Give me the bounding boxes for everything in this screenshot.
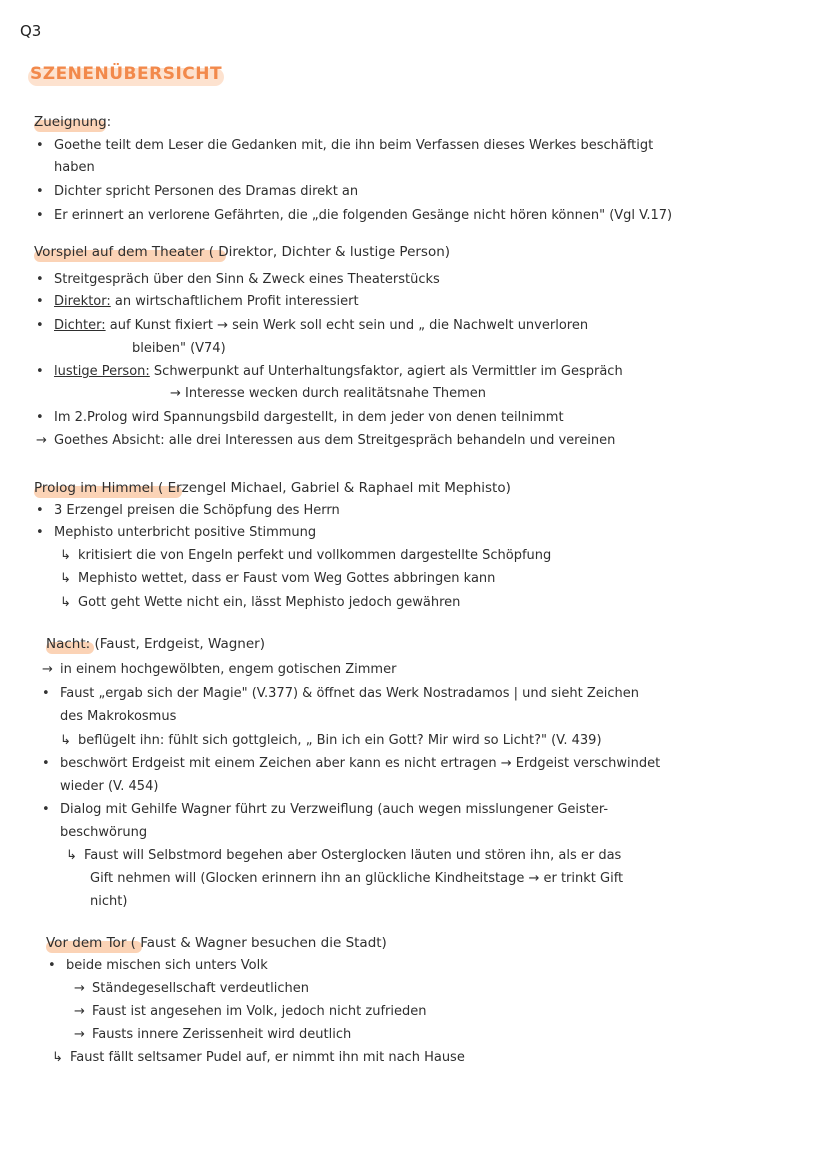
list-item: • Im 2.Prolog wird Spannungsbild dargestellt, in dem jeder von denen teilnimmt — [36, 410, 564, 425]
heading-zueignung: Zueignung: — [34, 114, 112, 130]
heading-vorspiel-cast: ( Direktor, Dichter & lustige Person) — [208, 244, 451, 260]
list-item: • Streitgespräch über den Sinn & Zweck eines Theaterstücks — [36, 272, 440, 287]
list-item-sub: ↳ kritisiert die von Engeln perfekt und vollkommen dargestellte Schöpfung — [60, 548, 552, 563]
list-item-arrow: → in einem hochgewölbten, engem gotischen Zimmer — [42, 662, 397, 677]
list-item-sub: → Interesse wecken durch realitätsnahe Themen — [170, 386, 487, 401]
list-item-continued: beschwörung — [60, 825, 148, 840]
list-item-sub: → Ständegesellschaft verdeutlichen — [74, 981, 309, 996]
list-item: • Dichter: auf Kunst fixiert → sein Werk soll echt sein und „ die Nachwelt unverloren — [36, 318, 589, 333]
heading-vorspiel — [34, 244, 450, 260]
list-item: • Mephisto unterbricht positive Stimmung — [36, 525, 317, 540]
heading-tor-title: Vor dem Tor — [46, 935, 127, 951]
list-item-sub: ↳ Faust fällt seltsamer Pudel auf, er nimmt ihn mit nach Hause — [52, 1050, 465, 1065]
heading-prolog-title: Prolog im Himmel — [34, 480, 154, 496]
heading-nacht-cast: (Faust, Erdgeist, Wagner) — [94, 636, 265, 652]
list-item-sub: ↳ Mephisto wettet, dass er Faust vom Weg Gottes abbringen kann — [60, 571, 496, 586]
list-item: • Dichter spricht Personen des Dramas direkt an — [36, 184, 359, 199]
list-item-continued: des Makrokosmus — [60, 709, 177, 724]
heading-prolog — [34, 480, 511, 496]
heading-nacht-title: Nacht: — [46, 636, 91, 652]
list-item-continued: haben — [54, 160, 95, 175]
list-item-sub: → Fausts innere Zerissenheit wird deutlich — [74, 1027, 352, 1042]
list-item-continued: Gift nehmen will (Glocken erinnern ihn an glückliche Kindheitstage → er trinkt Gift — [90, 871, 624, 886]
list-item: • Goethe teilt dem Leser die Gedanken mit, die ihn beim Verfassen dieses Werkes beschäftigt — [36, 138, 654, 153]
list-item-arrow: → Goethes Absicht: alle drei Interessen aus dem Streitgespräch behandeln und vereinen — [36, 433, 616, 448]
list-item-continued: wieder (V. 454) — [60, 779, 159, 794]
list-item-sub: ↳ Gott geht Wette nicht ein, lässt Mephisto jedoch gewähren — [60, 595, 461, 610]
list-item: • Dialog mit Gehilfe Wagner führt zu Verzweiflung (auch wegen misslungener Geister- — [42, 802, 609, 817]
list-item-sub: → Faust ist angesehen im Volk, jedoch nicht zufrieden — [74, 1004, 427, 1019]
page-corner-label: Q3 — [20, 22, 42, 40]
list-item: • beschwört Erdgeist mit einem Zeichen aber kann es nicht ertragen → Erdgeist verschwindet — [42, 756, 661, 771]
list-item-continued: bleiben" (V74) — [132, 341, 226, 356]
heading-prolog-cast: ( Erzengel Michael, Gabriel & Raphael mit Mephisto) — [158, 480, 511, 496]
list-item: • 3 Erzengel preisen die Schöpfung des Herrn — [36, 503, 340, 518]
list-item: • Er erinnert an verlorene Gefährten, die „die folgenden Gesänge nicht hören können" (Vgl V.17) — [36, 208, 673, 223]
heading-tor-cast: ( Faust & Wagner besuchen die Stadt) — [130, 935, 387, 951]
heading-nacht — [46, 636, 265, 652]
list-item-sub: ↳ beflügelt ihn: fühlt sich gottgleich, „ Bin ich ein Gott? Mir wird so Licht?" (V. 439) — [60, 733, 602, 748]
list-item-sub: ↳ Faust will Selbstmord begehen aber Osterglocken läuten und stören ihn, als er das — [66, 848, 622, 863]
list-item: • Direktor: an wirtschaftlichem Profit interessiert — [36, 294, 359, 309]
heading-vorspiel-title: Vorspiel auf dem Theater — [34, 244, 205, 260]
list-item-continued: nicht) — [90, 894, 128, 909]
list-item: • beide mischen sich unters Volk — [48, 958, 268, 973]
heading-tor — [46, 935, 387, 951]
list-item: • lustige Person: Schwerpunkt auf Unterhaltungsfaktor, agiert als Vermittler im Gespräch — [36, 364, 623, 379]
page-title: SZENENÜBERSICHT — [30, 64, 223, 84]
list-item: • Faust „ergab sich der Magie" (V.377) & öffnet das Werk Nostradamos | und sieht Zeichen — [42, 686, 640, 701]
